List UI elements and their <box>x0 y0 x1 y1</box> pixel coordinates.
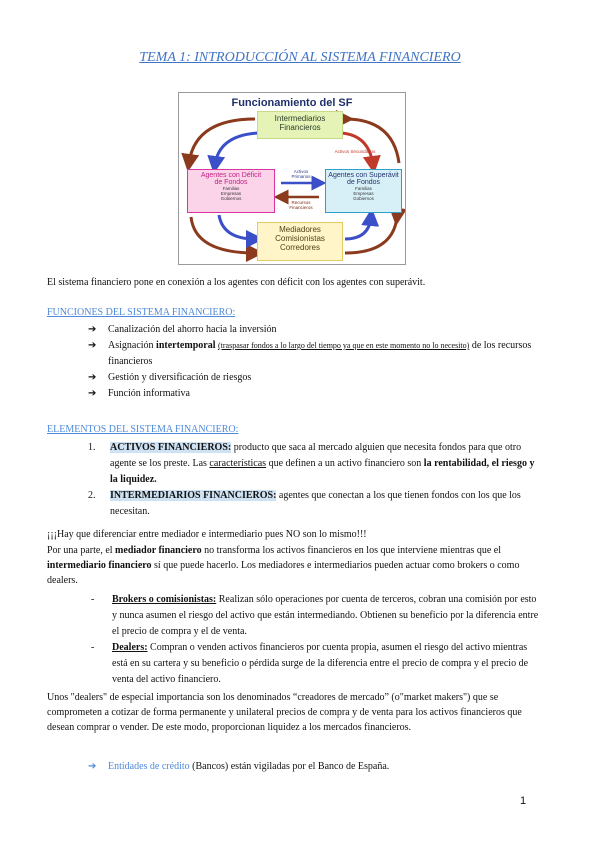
note-text: ¡¡¡Hay que diferenciar entre mediador e intermediario pues NO son lo mismo!!! <box>47 529 367 540</box>
box-agentes-deficit: Agentes con Déficit de Fondos Familias Empresas Gobiernos <box>187 169 275 213</box>
intro-text: El sistema financiero pone en conexión a los agentes con déficit con los agentes con superávit. <box>47 277 426 288</box>
list-item: - Dealers: Compran o venden activos financieros por cuenta propia, asumen el riesgo del activo mientras está en su cartera y su beneficio o pérdida surge de la diferencia entre el precio de compra y el precio de venta del activo financiero. <box>91 642 529 685</box>
elementos-list <box>88 440 543 520</box>
entidades-list <box>88 759 543 775</box>
elementos-heading: ELEMENTOS DEL SISTEMA FINANCIERO: <box>47 424 239 435</box>
box-agentes-superavit: Agentes con Superávit de Fondos Familias Empresas Gobiernos <box>325 169 402 213</box>
box-mediadores: Mediadores Comisionistas Corredores <box>257 222 343 261</box>
arrow-icon: ➔ <box>88 761 97 772</box>
label-activos-secundarios: Activos Secundarios <box>334 149 376 154</box>
list-item: - Brokers o comisionistas: Realizan sólo operaciones por cuenta de terceros, cobran una comisión por esto y nunca asumen el riesgo del activo que están intermediando. Obtienen su beneficio por la diferencia entre el precio de compra y el de venta. <box>91 594 539 637</box>
funciones-heading: FUNCIONES DEL SISTEMA FINANCIERO: <box>47 307 236 318</box>
arrow-icon: ➔ <box>88 372 97 383</box>
list-item: ➔ Gestión y diversificación de riesgos <box>88 370 543 386</box>
market-makers-paragraph: Unos "dealers" de especial importancia son los denominados “creadores de mercado” (o"market makers") que se comprometen a cotizar de forma permanente y unilateral precios de compra y de venta para los activos financieros que desean comprar o vender. De este modo, proporcionan liquidez a los mercados financieros. <box>47 692 522 733</box>
arrow-outer-top-left <box>189 119 255 163</box>
arrow-inner-bottom-left <box>219 215 255 239</box>
label-activos-primarios: Activos Primarios <box>291 169 311 179</box>
list-item: ➔ Canalización del ahorro hacia la inversión <box>88 322 543 338</box>
list-item: 1. ACTIVOS FINANCIEROS: producto que saca al mercado alguien que necesita fondos para que otro agente se los preste. Las características que definen a un activo financiero son la rentabilidad, el riesgo y la liquidez. <box>88 442 535 485</box>
list-item: 2. INTERMEDIARIOS FINANCIEROS: agentes que conectan a los que tienen fondos con los que los necesitan. <box>88 490 521 517</box>
list-item: ➔ Entidades de crédito (Bancos) están vigiladas por el Banco de España. <box>88 759 543 775</box>
arrow-outer-bottom-left <box>191 217 255 253</box>
brokers-dealers-list <box>85 592 543 688</box>
arrow-inner-top-left <box>215 133 259 165</box>
arrow-icon: ➔ <box>88 324 97 335</box>
arrow-icon: ➔ <box>88 388 97 399</box>
mediador-paragraph: Por una parte, el mediador financiero no transforma los activos financieros en los que interviene mientras que el intermediario financiero sí que puede hacerlo. Los mediadores e intermediarios pueden actuar como brokers o como dealers. <box>47 545 520 586</box>
page-number: 1 <box>520 795 527 807</box>
sf-diagram <box>178 92 406 265</box>
list-item: ➔ Asignación intertemporal (traspasar fondos a lo largo del tiempo ya que en este momento no lo necesito) de los recursos financieros <box>88 340 532 367</box>
box-intermediarios: Intermediarios Financieros <box>257 111 343 139</box>
arrow-inner-bottom-right <box>345 217 371 239</box>
funciones-list <box>88 322 543 402</box>
list-item: ➔ Función informativa <box>88 386 543 402</box>
arrow-icon: ➔ <box>88 340 97 351</box>
page-title: TEMA 1: INTRODUCCIÓN AL SISTEMA FINANCIERO <box>139 50 461 65</box>
diagram-title: Funcionamiento del SF <box>231 97 353 109</box>
label-recursos-financieros: Recursos Financieros <box>289 200 313 210</box>
